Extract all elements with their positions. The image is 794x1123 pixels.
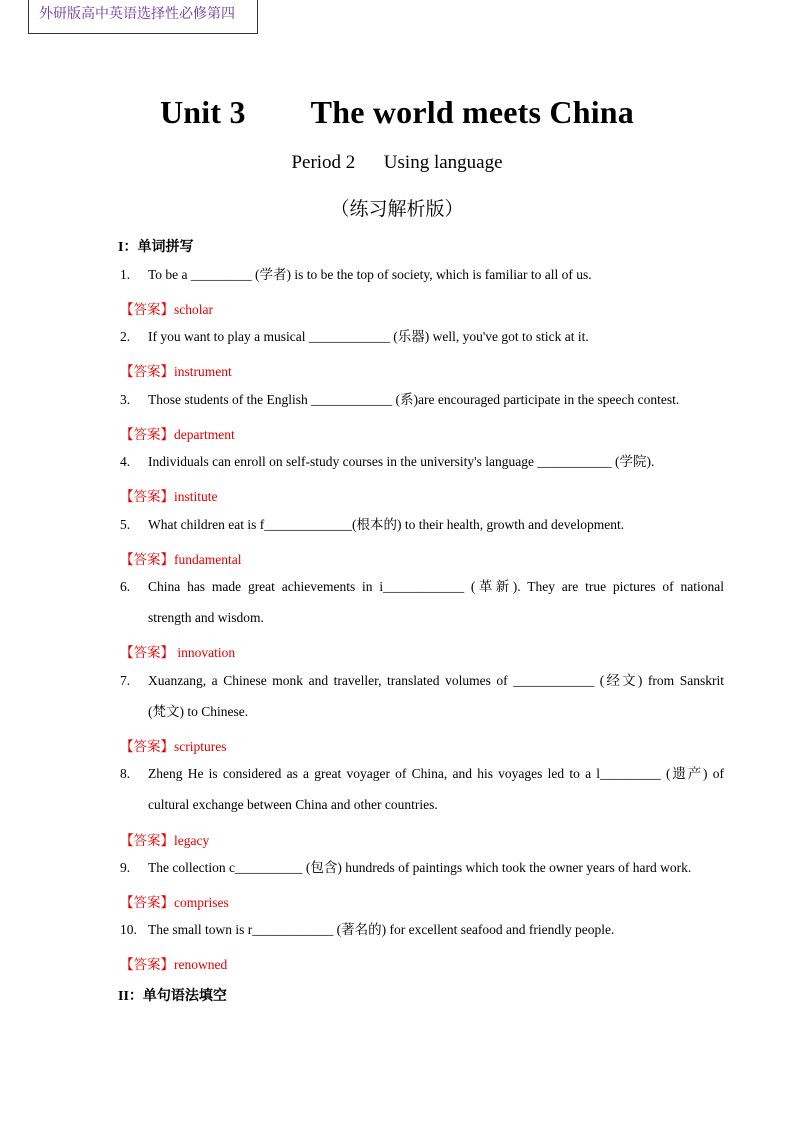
question-text-continued: (梵文) to Chinese. [148, 704, 249, 719]
page-title: Unit 3 The world meets China [160, 94, 634, 130]
question-item [120, 321, 724, 352]
question-item [120, 259, 724, 290]
question-number: 7. [120, 673, 131, 688]
question-number: 2. [120, 329, 131, 344]
question-number: 8. [120, 766, 131, 781]
answer-text: 【答案】institute [120, 489, 218, 504]
answer-text: 【答案】scriptures [120, 739, 227, 754]
question-text: Zheng He is considered as a great voyager of China, and his voyages led to a l_________ (遗产) of [148, 766, 724, 781]
page-subtitle-note: （练习解析版） [330, 199, 464, 220]
answer-text: 【答案】department [120, 427, 235, 442]
question-text: To be a _________ (学者) is to be the top of society, which is familiar to all of us. [148, 267, 592, 282]
question-number: 4. [120, 454, 131, 469]
question-text: If you want to play a musical ____________ (乐器) well, you've got to stick at it. [148, 329, 589, 344]
question-number: 6. [120, 579, 131, 594]
document-tag: 外研版高中英语选择性必修第四 [28, 0, 258, 34]
answer-text: 【答案】scholar [120, 302, 213, 317]
question-text: Individuals can enroll on self-study courses in the university's language ___________ (学院). [148, 454, 655, 469]
question-item [120, 914, 724, 945]
question-number: 1. [120, 267, 131, 282]
question-item [120, 446, 724, 477]
question-number: 5. [120, 517, 131, 532]
answer-text: 【答案】legacy [120, 833, 210, 848]
page-subtitle: Period 2 Using language [291, 152, 503, 173]
answer-text: 【答案】comprises [120, 895, 229, 910]
answer-text: 【答案】instrument [120, 364, 232, 379]
question-text-continued: strength and wisdom. [148, 610, 264, 625]
question-text-continued: cultural exchange between China and other countries. [148, 797, 438, 812]
answer-text: 【答案】fundamental [120, 552, 242, 567]
question-item [120, 665, 724, 727]
question-text: The small town is r____________ (著名的) for excellent seafood and friendly people. [148, 922, 615, 937]
answer-text: 【答案】 innovation [120, 645, 236, 660]
question-item [120, 384, 724, 415]
question-item [120, 758, 724, 820]
answer-text: 【答案】renowned [120, 957, 228, 972]
question-text: What children eat is f_____________(根本的) to their health, growth and development. [148, 517, 625, 532]
section-heading-grammar: II：单句语法填空 [118, 989, 227, 1004]
question-text: The collection c__________ (包含) hundreds of paintings which took the owner years of hard work. [148, 860, 692, 875]
question-text: Those students of the English ____________ (系)are encouraged participate in the speech contest. [148, 392, 680, 407]
question-number: 10. [120, 922, 137, 937]
question-item [120, 852, 724, 883]
question-number: 3. [120, 392, 131, 407]
question-item [120, 571, 724, 633]
question-item [120, 509, 724, 540]
question-text: Xuanzang, a Chinese monk and traveller, translated volumes of ____________ (经文) from Sanskrit [148, 673, 724, 688]
section-heading-spelling: I：单词拼写 [118, 240, 194, 255]
question-text: China has made great achievements in i____________ (革新). They are true pictures of national [148, 579, 724, 594]
question-number: 9. [120, 860, 131, 875]
